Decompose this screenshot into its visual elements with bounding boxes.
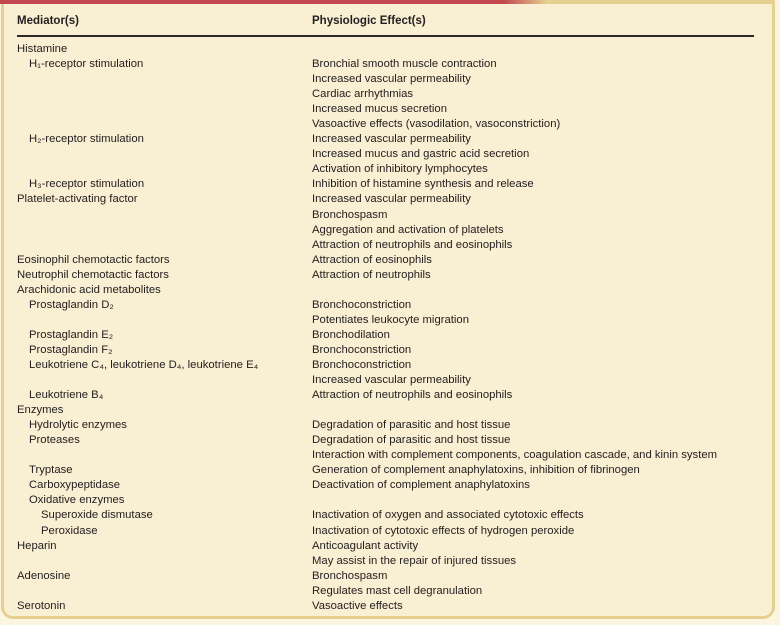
effect-cell: Bronchodilation [312, 328, 390, 341]
table-row [4, 147, 772, 162]
table-row [4, 493, 772, 508]
effect-cell: Bronchial smooth muscle contraction [312, 58, 497, 71]
mediator-cell [4, 72, 312, 87]
effect-cell: May assist in the repair of injured tissues [312, 554, 517, 567]
effect-cell: Increased vascular permeability [312, 193, 471, 206]
effect-cell: Degradation of parasitic and host tissue [312, 419, 511, 432]
table-row [4, 298, 772, 313]
effect-cell: Bronchoconstriction [312, 298, 412, 311]
table-row [4, 418, 772, 433]
mediator-cell [4, 117, 312, 132]
effect-cell: Increased mucus and gastric acid secretion [312, 148, 530, 161]
effect-cell: Cardiac arrhythmias [312, 88, 414, 101]
mediator-cell [4, 87, 312, 102]
effect-cell: Vasoactive effects [312, 599, 403, 612]
effect-cell: Attraction of neutrophils and eosinophils [312, 389, 513, 402]
table-row [4, 554, 772, 569]
mediator-cell: Heparin [17, 539, 57, 552]
table-row [4, 253, 772, 268]
top-accent-bar [0, 0, 547, 4]
effect-cell: Attraction of eosinophils [312, 253, 432, 266]
mediator-cell: Oxidative enzymes [29, 494, 125, 507]
column-header-mediators: Mediator(s) [17, 15, 79, 27]
table-row [4, 72, 772, 87]
table-row [4, 388, 772, 403]
table-row [4, 313, 772, 328]
table-row [4, 208, 772, 223]
mediator-cell: Peroxidase [41, 524, 98, 537]
table-row [4, 283, 772, 298]
table-row [4, 328, 772, 343]
mediator-cell: H₁-receptor stimulation [29, 58, 144, 71]
effect-cell: Increased vascular permeability [312, 73, 471, 86]
effect-cell: Degradation of parasitic and host tissue [312, 434, 511, 447]
mediator-cell [4, 373, 312, 388]
effect-cell: Activation of inhibitory lymphocytes [312, 163, 488, 176]
effect-cell: Bronchospasm [312, 569, 388, 582]
table-row [4, 433, 772, 448]
mediator-cell: Superoxide dismutase [41, 509, 153, 522]
table-row [4, 373, 772, 388]
table-row [4, 223, 772, 238]
mediator-cell: Prostaglandin E₂ [29, 328, 114, 341]
table-row [4, 102, 772, 117]
table-row [4, 358, 772, 373]
mediator-cell: Serotonin [17, 599, 66, 612]
effect-cell: Aggregation and activation of platelets [312, 223, 504, 236]
table-row [4, 524, 772, 539]
effect-cell: Inactivation of cytotoxic effects of hydrogen peroxide [312, 524, 575, 537]
table-row [4, 177, 772, 192]
mediator-cell: H₂-receptor stimulation [29, 133, 144, 146]
effect-cell [312, 403, 772, 418]
table-row [4, 403, 772, 418]
effect-cell: Inactivation of oxygen and associated cytotoxic effects [312, 509, 584, 522]
effect-cell: Increased vascular permeability [312, 374, 471, 387]
mediator-cell: Histamine [17, 43, 68, 55]
table-row [4, 268, 772, 283]
column-header-physiologic-effects: Physiologic Effect(s) [312, 15, 426, 27]
mediator-cell: Prostaglandin F₂ [29, 343, 113, 356]
table-row [4, 162, 772, 177]
effect-cell [312, 493, 772, 508]
table-row [4, 238, 772, 253]
effect-cell: Regulates mast cell degranulation [312, 584, 483, 597]
effect-cell: Attraction of neutrophils [312, 268, 431, 281]
effect-cell: Bronchoconstriction [312, 343, 412, 356]
effect-cell: Increased vascular permeability [312, 133, 471, 146]
table-row [4, 584, 772, 599]
effect-cell: Generation of complement anaphylatoxins, inhibition of fibrinogen [312, 464, 640, 477]
mediator-cell: Adenosine [17, 569, 71, 582]
table-row [4, 87, 772, 102]
table-row [4, 343, 772, 358]
mediator-cell [4, 208, 312, 223]
mediator-cell [4, 102, 312, 117]
mediator-cell: Proteases [29, 434, 80, 447]
effect-cell: Inhibition of histamine synthesis and release [312, 178, 534, 191]
mediator-cell: Enzymes [17, 404, 64, 417]
mediator-cell: Leukotriene C₄, leukotriene D₄, leukotriene E₄ [29, 358, 259, 371]
mediator-cell: Prostaglandin D₂ [29, 298, 114, 311]
table-row [4, 192, 772, 207]
table-row [4, 57, 772, 72]
mediator-cell [4, 584, 312, 599]
mediator-cell [4, 223, 312, 238]
mediator-cell: Carboxypeptidase [29, 479, 121, 492]
effect-cell: Interaction with complement components, coagulation cascade, and kinin system [312, 449, 718, 462]
effect-cell: Potentiates leukocyte migration [312, 313, 469, 326]
table-row [4, 508, 772, 523]
table-row [4, 569, 772, 584]
mediator-cell: Arachidonic acid metabolites [17, 283, 161, 296]
table-row [4, 463, 772, 478]
table-row [4, 448, 772, 463]
mediator-cell [4, 238, 312, 253]
effect-cell: Bronchoconstriction [312, 358, 412, 371]
table-row [4, 132, 772, 147]
effect-cell [312, 42, 772, 57]
effect-cell: Deactivation of complement anaphylatoxins [312, 479, 530, 492]
effect-cell [312, 283, 772, 298]
table-body [4, 37, 772, 614]
mediator-cell: Leukotriene B₄ [29, 389, 104, 402]
table-header-row [4, 4, 772, 28]
mediator-cell [4, 147, 312, 162]
mediator-cell: H₃-receptor stimulation [29, 178, 145, 191]
table-row [4, 599, 772, 614]
effect-cell: Anticoagulant activity [312, 539, 419, 552]
table-row [4, 117, 772, 132]
mediator-cell: Neutrophil chemotactic factors [17, 268, 169, 281]
table-row [4, 539, 772, 554]
mediator-cell [4, 448, 312, 463]
mediator-cell: Eosinophil chemotactic factors [17, 253, 170, 266]
mediator-cell: Hydrolytic enzymes [29, 419, 127, 432]
table-row [4, 478, 772, 493]
mediator-cell [4, 313, 312, 328]
mediator-cell: Tryptase [29, 464, 73, 477]
effect-cell: Vasoactive effects (vasodilation, vasoconstriction) [312, 118, 561, 131]
mediator-cell: Platelet-activating factor [17, 193, 138, 206]
mediators-table-card [1, 0, 775, 619]
table-row [4, 42, 772, 57]
effect-cell: Bronchospasm [312, 208, 388, 221]
mediator-cell [4, 162, 312, 177]
mediator-cell [4, 554, 312, 569]
effect-cell: Increased mucus secretion [312, 103, 447, 116]
effect-cell: Attraction of neutrophils and eosinophils [312, 238, 513, 251]
